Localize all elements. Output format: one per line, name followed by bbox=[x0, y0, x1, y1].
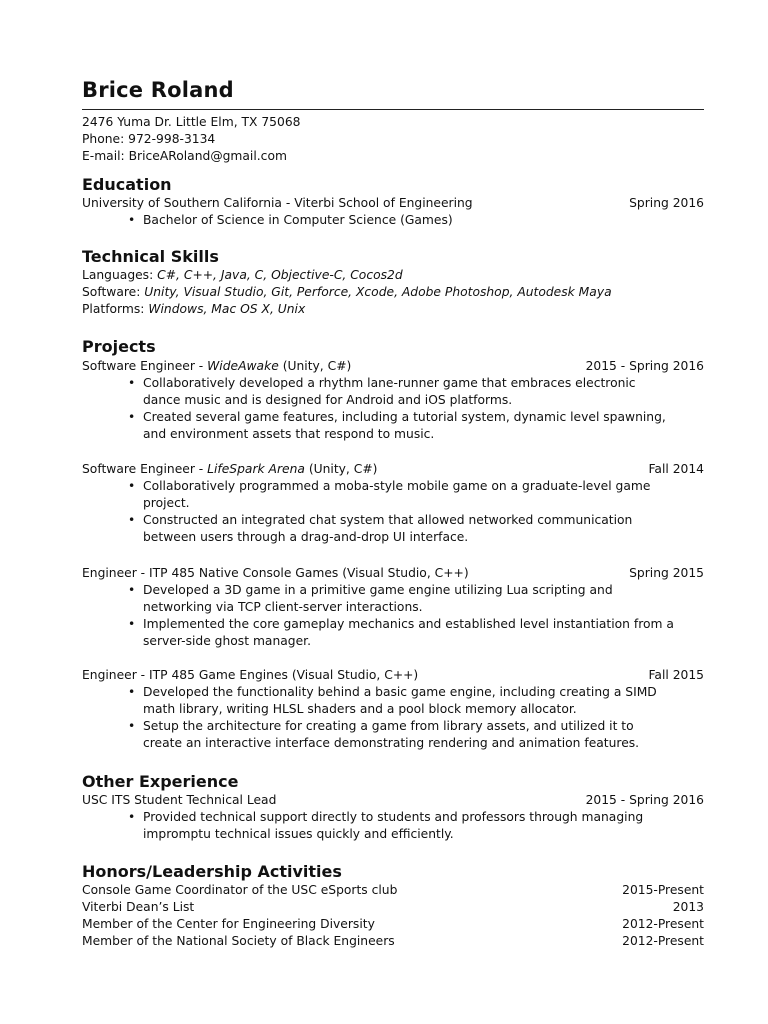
email: E-mail: BriceARoland@gmail.com bbox=[82, 149, 287, 163]
list-item: • Developed the functionality behind a basic game engine, including creating a SIMD math library, writing HLSL shaders and a pool block memory allocator. bbox=[82, 684, 704, 718]
project-lifespark bbox=[82, 461, 704, 546]
phone: Phone: 972-998-3134 bbox=[82, 132, 216, 146]
honor-date: 2013 bbox=[672, 900, 704, 914]
honor-name: Member of the National Society of Black Engineers bbox=[82, 934, 395, 948]
honor-name: Viterbi Dean’s List bbox=[82, 900, 195, 914]
skills-heading: Technical Skills bbox=[82, 247, 219, 266]
honor-name: Member of the Center for Engineering Diversity bbox=[82, 917, 375, 931]
honor-date: 2015-Present bbox=[622, 883, 704, 897]
project-role: Software Engineer - bbox=[82, 359, 208, 373]
experience-bullets bbox=[82, 809, 704, 843]
project-bullets bbox=[82, 684, 704, 752]
education-section bbox=[82, 195, 704, 229]
project-tech: (Unity, C#) bbox=[304, 462, 378, 476]
project-title bbox=[82, 461, 377, 478]
honor-row bbox=[82, 916, 704, 933]
project-title bbox=[82, 358, 351, 375]
project-bullets bbox=[82, 478, 704, 546]
list-item: • Constructed an integrated chat system that allowed networked communication between users through a drag-and-drop UI interface. bbox=[82, 512, 704, 546]
honor-row bbox=[82, 933, 704, 950]
skills-section bbox=[82, 267, 704, 318]
languages-value: C#, C++, Java, C, Objective-C, Cocos2d bbox=[157, 268, 403, 282]
list-item: • Implemented the core gameplay mechanics and established level instantiation from a server-side ghost manager. bbox=[82, 616, 704, 650]
project-title: Engineer - ITP 485 Native Console Games (Visual Studio, C++) bbox=[82, 566, 469, 580]
list-item: • Provided technical support directly to students and professors through managing impromptu technical issues quickly and efficiently. bbox=[82, 809, 704, 843]
honors-heading: Honors/Leadership Activities bbox=[82, 862, 342, 881]
honor-date: 2012-Present bbox=[622, 934, 704, 948]
project-wideawake bbox=[82, 358, 704, 443]
honor-date: 2012-Present bbox=[622, 917, 704, 931]
honor-name: Console Game Coordinator of the USC eSports club bbox=[82, 883, 398, 897]
languages-label: Languages: bbox=[82, 268, 158, 282]
projects-heading: Projects bbox=[82, 337, 156, 356]
project-header bbox=[82, 667, 704, 684]
education-date: Spring 2016 bbox=[629, 196, 704, 210]
list-item: • Bachelor of Science in Computer Science (Games) bbox=[82, 212, 704, 229]
project-itp485-console bbox=[82, 565, 704, 650]
honors-section bbox=[82, 882, 704, 950]
project-role: Software Engineer - bbox=[82, 462, 208, 476]
list-item: • Developed a 3D game in a primitive game engine utilizing Lua scripting and networking via TCP client-server interactions. bbox=[82, 582, 704, 616]
software-value: Unity, Visual Studio, Git, Perforce, Xcode, Adobe Photoshop, Autodesk Maya bbox=[144, 285, 612, 299]
project-itp485-engines bbox=[82, 667, 704, 752]
platforms-label: Platforms: bbox=[82, 302, 149, 316]
list-item: • Setup the architecture for creating a game from library assets, and utilized it to create an interactive interface demonstrating rendering and animation features. bbox=[82, 718, 704, 752]
project-date: Spring 2015 bbox=[629, 566, 704, 580]
address: 2476 Yuma Dr. Little Elm, TX 75068 bbox=[82, 115, 301, 129]
project-header bbox=[82, 565, 704, 582]
experience-section bbox=[82, 792, 704, 843]
project-name: LifeSpark Arena bbox=[207, 462, 305, 476]
header-divider bbox=[82, 109, 704, 110]
project-header bbox=[82, 461, 704, 478]
project-date: Fall 2015 bbox=[648, 668, 704, 682]
project-date: 2015 - Spring 2016 bbox=[585, 359, 704, 373]
contact-block bbox=[82, 114, 300, 165]
project-bullets bbox=[82, 582, 704, 650]
experience-row bbox=[82, 792, 704, 809]
skills-languages bbox=[82, 267, 704, 284]
skills-software bbox=[82, 284, 704, 301]
education-heading: Education bbox=[82, 175, 172, 194]
experience-date: 2015 - Spring 2016 bbox=[585, 793, 704, 807]
list-item: • Collaboratively developed a rhythm lane-runner game that embraces electronic dance music and is designed for Android and iOS platforms. bbox=[82, 375, 704, 409]
experience-role: USC ITS Student Technical Lead bbox=[82, 793, 277, 807]
platforms-value: Windows, Mac OS X, Unix bbox=[148, 302, 306, 316]
honor-row bbox=[82, 899, 704, 916]
software-label: Software: bbox=[82, 285, 145, 299]
candidate-name: Brice Roland bbox=[82, 78, 234, 102]
project-title: Engineer - ITP 485 Game Engines (Visual Studio, C++) bbox=[82, 668, 419, 682]
project-tech: (Unity, C#) bbox=[278, 359, 352, 373]
education-row bbox=[82, 195, 704, 212]
project-header bbox=[82, 358, 704, 375]
honor-row bbox=[82, 882, 704, 899]
list-item: • Created several game features, including a tutorial system, dynamic level spawning, and environment assets that respond to music. bbox=[82, 409, 704, 443]
experience-heading: Other Experience bbox=[82, 772, 239, 791]
school-name: University of Southern California - Viterbi School of Engineering bbox=[82, 196, 473, 210]
project-name: WideAwake bbox=[207, 359, 279, 373]
project-date: Fall 2014 bbox=[648, 462, 704, 476]
education-bullets bbox=[82, 212, 704, 229]
project-bullets bbox=[82, 375, 704, 443]
list-item: • Collaboratively programmed a moba-style mobile game on a graduate-level game project. bbox=[82, 478, 704, 512]
skills-platforms bbox=[82, 301, 704, 318]
